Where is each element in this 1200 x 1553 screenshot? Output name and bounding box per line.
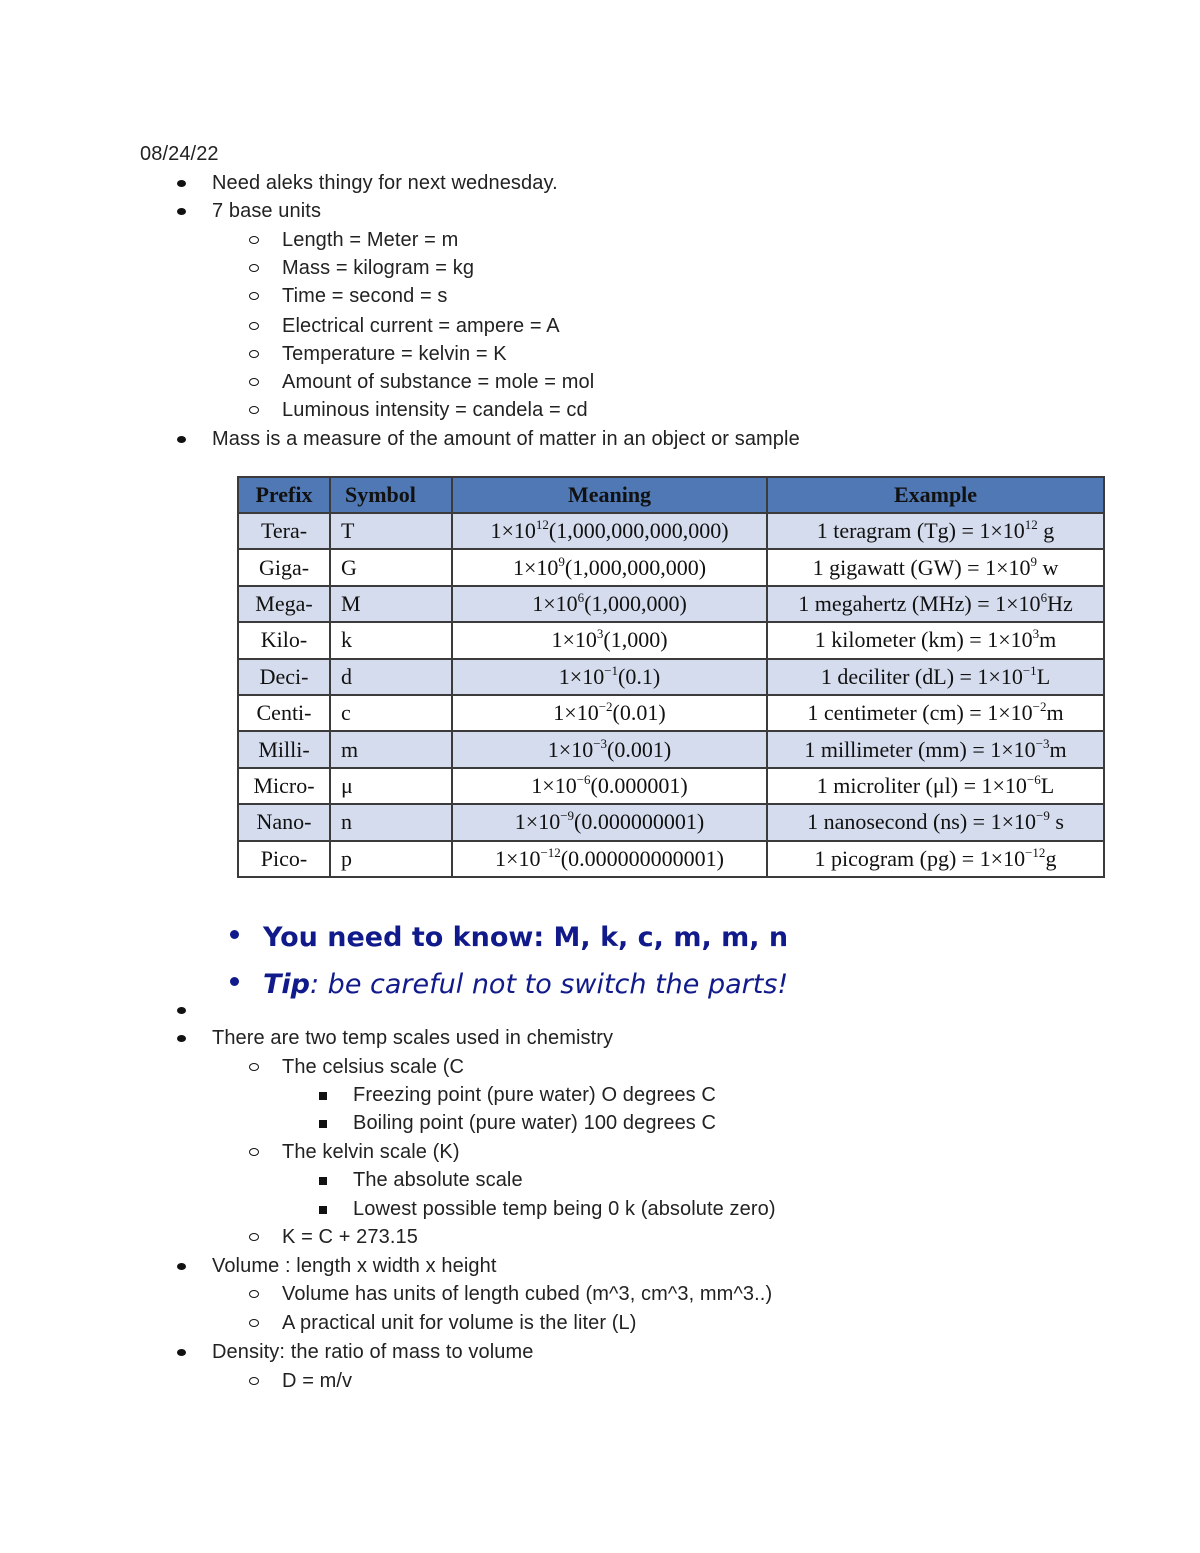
bullet-circle: [249, 378, 259, 386]
cell-example: 1 nanosecond $(ns) = 1\times 10^{-9}$ s: [767, 804, 1104, 840]
cell-prefix: Mega-: [238, 586, 330, 622]
cell-meaning: $1\times 10^{-1}(0.1)$: [452, 659, 767, 695]
cell-prefix: Centi-: [238, 695, 330, 731]
bullet-disc: [177, 436, 186, 443]
unit-mass: Mass = kilogram = kg: [282, 257, 475, 279]
note-formula: K = C + 273.15: [282, 1226, 418, 1248]
cell-symbol: T: [330, 513, 452, 549]
cell-symbol: p: [330, 841, 452, 877]
cell-prefix: Milli-: [238, 731, 330, 767]
cell-meaning: $1\times 10^{-12}(0.000000000001)$: [452, 841, 767, 877]
cell-symbol: G: [330, 549, 452, 585]
table-row: [238, 622, 1104, 658]
header-prefix: Prefix: [238, 477, 330, 513]
bullet-circle: [249, 406, 259, 414]
cell-prefix: Kilo-: [238, 622, 330, 658]
bullet-disc: [177, 1263, 186, 1270]
bullet-disc: [177, 180, 186, 187]
header-symbol: Symbol: [330, 477, 452, 513]
bullet-disc: [177, 208, 186, 215]
cell-meaning: $1\times 10^{12}(1,000,000,000,000)$: [452, 513, 767, 549]
note-liter: A practical unit for volume is the liter (L): [282, 1312, 637, 1334]
table-row: [238, 804, 1104, 840]
bullet-circle: [249, 264, 259, 272]
bullet-circle: [249, 1063, 259, 1071]
cell-meaning: $1\times 10^{-2}(0.01)$: [452, 695, 767, 731]
table-row: [238, 586, 1104, 622]
cell-example: 1 kilometer $(km) = 1\times 10^3m$: [767, 622, 1104, 658]
cell-example: 1 deciliter $(dL) = 1\times 10^{-1}L$: [767, 659, 1104, 695]
cell-symbol: k: [330, 622, 452, 658]
note-lowest: Lowest possible temp being 0 k (absolute zero): [353, 1198, 776, 1220]
bullet-circle: [249, 292, 259, 300]
note-absolute: The absolute scale: [353, 1169, 523, 1191]
table-row: [238, 695, 1104, 731]
note-aleks: Need aleks thingy for next wednesday.: [212, 172, 558, 194]
bullet-disc: [177, 1007, 186, 1014]
unit-current: Electrical current = ampere = A: [282, 315, 560, 337]
prefix-table: [237, 476, 1105, 878]
header-meaning: Meaning: [452, 477, 767, 513]
cell-prefix: Nano-: [238, 804, 330, 840]
cell-symbol: d: [330, 659, 452, 695]
unit-length: Length = Meter = m: [282, 229, 459, 251]
note-volume: Volume : length x width x height: [212, 1255, 497, 1277]
bullet-circle: [249, 1148, 259, 1156]
unit-time: Time = second = s: [282, 285, 448, 307]
cell-symbol: μ: [330, 768, 452, 804]
bullet-square: [319, 1206, 327, 1214]
cell-symbol: M: [330, 586, 452, 622]
table-row: [238, 549, 1104, 585]
cell-example: 1 centimeter $(cm) = 1\times 10^{-2}m$: [767, 695, 1104, 731]
note-celsius: The celsius scale (C: [282, 1056, 465, 1078]
cell-prefix: Tera-: [238, 513, 330, 549]
cell-symbol: m: [330, 731, 452, 767]
bullet-circle: [249, 236, 259, 244]
cell-prefix: Micro-: [238, 768, 330, 804]
note-temp-scales: There are two temp scales used in chemistry: [212, 1027, 614, 1049]
cell-meaning: $1\times 10^6(1,000,000)$: [452, 586, 767, 622]
cell-example: 1 millimeter $(mm) = 1\times 10^{-3}m$: [767, 731, 1104, 767]
cell-symbol: c: [330, 695, 452, 731]
date: 08/24/22: [140, 143, 219, 165]
bullet-square: [319, 1177, 327, 1185]
note-boiling: Boiling point (pure water) 100 degrees C: [353, 1112, 717, 1134]
unit-temperature: Temperature = kelvin = K: [282, 343, 507, 365]
bullet-disc: [177, 1349, 186, 1356]
bullet-circle: [249, 350, 259, 358]
cell-symbol: n: [330, 804, 452, 840]
table-row: [238, 513, 1104, 549]
table-row: [238, 659, 1104, 695]
note-mass-definition: Mass is a measure of the amount of matter in an object or sample: [212, 428, 800, 450]
cell-prefix: Giga-: [238, 549, 330, 585]
cell-example: 1 picogram $(pg) = 1\times 10^{-12}g$: [767, 841, 1104, 877]
cell-example: 1 gigawatt $(GW) = 1\times 10^9$ w: [767, 549, 1104, 585]
note-volume-units: Volume has units of length cubed (m^3, cm^3, mm^3..): [282, 1283, 773, 1305]
bullet-disc: [177, 1035, 186, 1042]
bullet-circle: [249, 1290, 259, 1298]
bullet-circle: [249, 1319, 259, 1327]
cell-example: 1 microliter $(\mu l) = 1\times 10^{-6}L$: [767, 768, 1104, 804]
cell-meaning: $1\times 10^3(1,000)$: [452, 622, 767, 658]
bullet-square: [319, 1092, 327, 1100]
callout-tip: Tip: be careful not to switch the parts!: [230, 969, 788, 1000]
cell-example: 1 teragram $(Tg) = 1\times 10^{12}$ g: [767, 513, 1104, 549]
bullet-circle: [249, 322, 259, 330]
note-freezing: Freezing point (pure water) O degrees C: [353, 1084, 716, 1106]
bullet-square: [319, 1120, 327, 1128]
callout-bullet: [230, 930, 239, 939]
note-density: Density: the ratio of mass to volume: [212, 1341, 534, 1363]
cell-meaning: $1\times 10^{-3}(0.001)$: [452, 731, 767, 767]
callout-bullet: [230, 977, 239, 986]
cell-meaning: $1\times 10^9(1,000,000,000)$: [452, 549, 767, 585]
cell-prefix: Pico-: [238, 841, 330, 877]
header-example: Example: [767, 477, 1104, 513]
unit-substance: Amount of substance = mole = mol: [282, 371, 595, 393]
cell-meaning: $1\times 10^{-6}(0.000001)$: [452, 768, 767, 804]
cell-meaning: $1\times 10^{-9}(0.000000001)$: [452, 804, 767, 840]
bullet-circle: [249, 1377, 259, 1385]
bullet-circle: [249, 1233, 259, 1241]
table-row: [238, 731, 1104, 767]
callout-need-to-know: You need to know: M, k, c, m, m, n: [230, 922, 788, 953]
cell-prefix: Deci-: [238, 659, 330, 695]
note-base-units: 7 base units: [212, 200, 322, 222]
table-row: [238, 768, 1104, 804]
cell-example: 1 megahertz $(MHz) = 1\times 10^6Hz$: [767, 586, 1104, 622]
table-header-row: [238, 477, 1104, 513]
note-kelvin: The kelvin scale (K): [282, 1141, 460, 1163]
table-row: [238, 841, 1104, 877]
note-density-formula: D = m/v: [282, 1370, 353, 1392]
unit-luminous: Luminous intensity = candela = cd: [282, 399, 588, 421]
